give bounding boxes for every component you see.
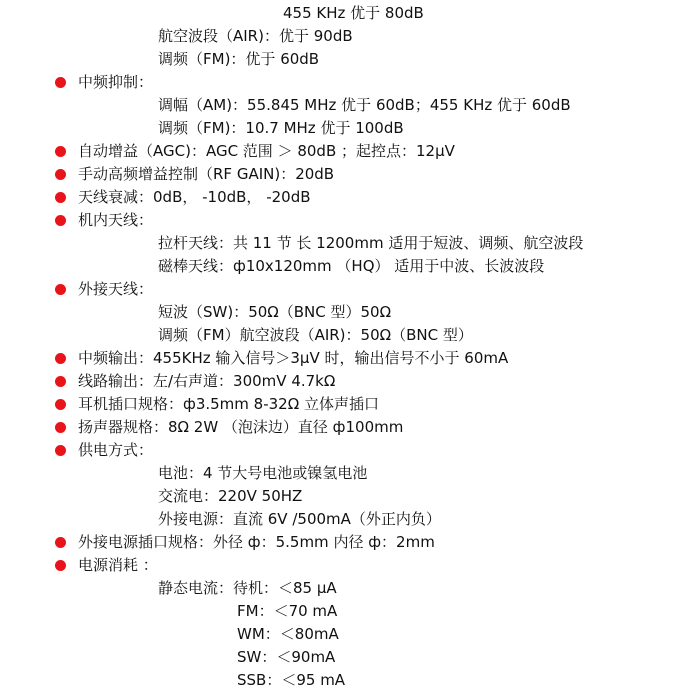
section-heading: 天线衰减：0dB， -10dB， -20dB — [78, 188, 311, 206]
section-heading: 机内天线： — [78, 211, 154, 229]
bullet-icon — [55, 376, 66, 387]
bullet-icon — [55, 445, 66, 456]
section-heading: 中频输出：455KHz 输入信号＞3μV 时，输出信号不小于 60mA — [78, 349, 509, 367]
bullet-icon — [55, 192, 66, 203]
bullet-icon — [55, 284, 66, 295]
spec-line: 455 KHz 优于 80dB — [283, 4, 424, 22]
bullet-icon — [55, 422, 66, 433]
section-heading: 中频抑制： — [78, 73, 154, 91]
spec-line: 调频（FM）航空波段（AIR)：50Ω（BNC 型） — [158, 326, 473, 344]
section-heading: 外接天线： — [78, 280, 154, 298]
spec-line: 磁棒天线：ф10x120mm （HQ） 适用于中波、长波波段 — [158, 257, 545, 275]
section-heading: 自动增益（AGC)：AGC 范围 ＞ 80dB ；起控点：12μV — [78, 142, 455, 160]
spec-line: 交流电：220V 50HZ — [158, 487, 303, 505]
spec-line: WM：＜80mA — [237, 625, 339, 643]
spec-line: FM：＜70 mA — [237, 602, 338, 620]
bullet-icon — [55, 560, 66, 571]
spec-line: 短波（SW)：50Ω（BNC 型）50Ω — [158, 303, 392, 321]
bullet-icon — [55, 169, 66, 180]
spec-line: 拉杆天线：共 11 节 长 1200mm 适用于短波、调频、航空波段 — [158, 234, 584, 252]
bullet-icon — [55, 353, 66, 364]
section-heading: 电源消耗 ： — [78, 556, 158, 574]
bullet-icon — [55, 77, 66, 88]
spec-line: 调幅（AM)：55.845 MHz 优于 60dB；455 KHz 优于 60dB — [158, 96, 571, 114]
section-heading: 扬声器规格：8Ω 2W （泡沫边）直径 ф100mm — [78, 418, 404, 436]
bullet-icon — [55, 537, 66, 548]
section-heading: 线路输出：左/右声道：300mV 4.7kΩ — [78, 372, 336, 390]
spec-line: 外接电源：直流 6V /500mA（外正内负） — [158, 510, 441, 528]
bullet-icon — [55, 215, 66, 226]
spec-line: 电池：4 节大号电池或镍氢电池 — [158, 464, 368, 482]
spec-line: 调频（FM)：优于 60dB — [158, 50, 320, 68]
section-heading: 耳机插口规格：ф3.5mm 8-32Ω 立体声插口 — [78, 395, 379, 413]
bullet-icon — [55, 146, 66, 157]
spec-line: SSB：＜95 mA — [237, 671, 346, 689]
spec-line: 静态电流：待机：＜85 μA — [158, 579, 337, 597]
section-heading: 外接电源插口规格：外径 ф：5.5mm 内径 ф：2mm — [78, 533, 435, 551]
bullet-icon — [55, 399, 66, 410]
spec-line: 调频（FM)：10.7 MHz 优于 100dB — [158, 119, 404, 137]
section-heading: 手动高频增益控制（RF GAIN)：20dB — [78, 165, 335, 183]
spec-line: SW：＜90mA — [237, 648, 336, 666]
spec-line: 航空波段（AIR)：优于 90dB — [158, 27, 353, 45]
section-heading: 供电方式： — [78, 441, 154, 459]
